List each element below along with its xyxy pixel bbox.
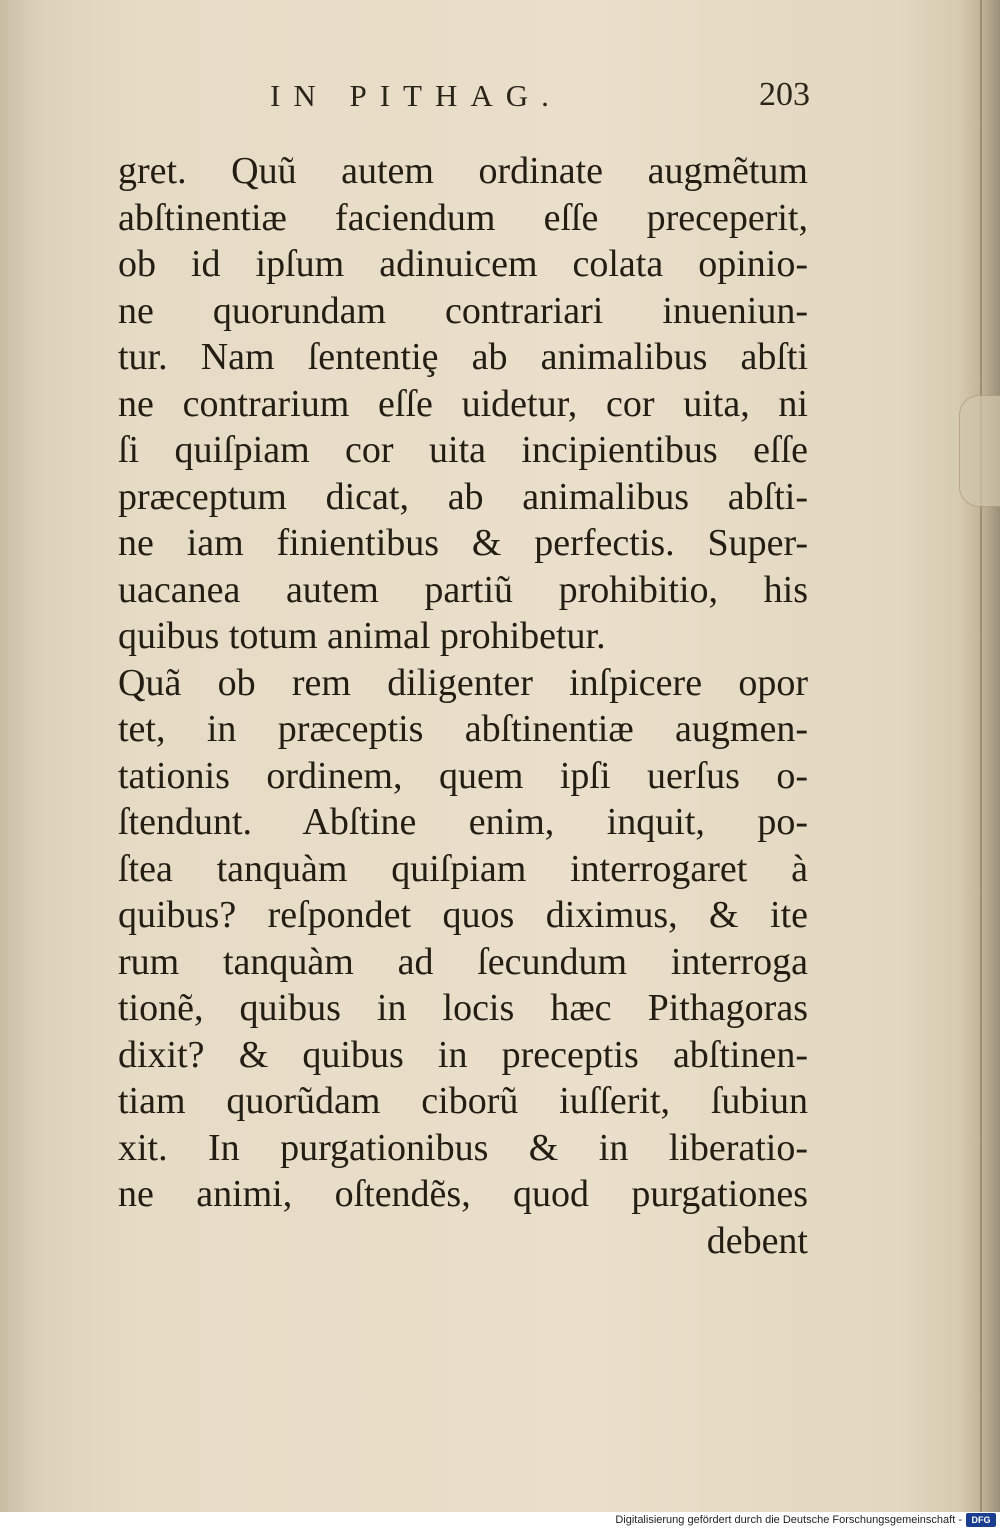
text-line: gret. Quũ autem ordinate augmẽtum xyxy=(118,150,808,192)
page-edge-shadow xyxy=(958,0,1000,1512)
dfg-logo-icon: DFG xyxy=(966,1513,996,1527)
text-line: tiam quorũdam ciborũ iuſſerit, ſubiun xyxy=(118,1080,808,1122)
page-edge-line xyxy=(980,0,982,1512)
running-head: IN PITHAG. xyxy=(270,78,562,113)
text-line: abſtinentiæ faciendum eſſe preceperit, xyxy=(118,196,808,239)
text-line: tet, in præceptis abſtinentiæ augmen- xyxy=(118,708,808,750)
catchword: debent xyxy=(706,1219,808,1262)
page-number: 203 xyxy=(759,76,810,113)
funding-credit: Digitalisierung gefördert durch die Deutsche Forschungsgemeinschaft - xyxy=(615,1514,962,1526)
text-line: tationis ordinem, quem ipſi uerſus o- xyxy=(118,754,808,797)
text-line: xit. In purgationibus & in liberatio- xyxy=(118,1126,808,1169)
page-header xyxy=(270,78,810,118)
text-line: ne quorundam contrariari inueniun- xyxy=(118,289,808,332)
text-line: ſi quiſpiam cor uita incipientibus eſſe xyxy=(118,429,808,471)
text-block xyxy=(118,148,808,1264)
text-line: dixit? & quibus in preceptis abſtinen- xyxy=(118,1033,808,1076)
text-line: ne contrarium eſſe uidetur, cor uita, ni xyxy=(118,382,808,425)
text-line: ne animi, oſtendẽs, quod purgationes xyxy=(118,1173,808,1215)
digitization-footer xyxy=(0,1512,1000,1530)
page-tab-edge xyxy=(959,395,1000,507)
text-line: ne iam finientibus & perfectis. Super- xyxy=(118,522,808,564)
text-line: ſtea tanquàm quiſpiam interrogaret à xyxy=(118,847,808,890)
text-line: uacanea autem partiũ prohibitio, his xyxy=(118,568,808,611)
text-line: quibus? reſpondet quos diximus, & ite xyxy=(118,894,808,936)
text-line: ſtendunt. Abſtine enim, inquit, po- xyxy=(118,801,808,843)
text-line: quibus totum animal prohibetur. xyxy=(118,615,606,657)
text-line: tur. Nam ſententiȩ ab animalibus abſti xyxy=(118,336,808,378)
text-line: tionẽ, quibus in locis hæc Pithagoras xyxy=(118,987,808,1029)
text-line: præceptum dicat, ab animalibus abſti- xyxy=(118,475,808,518)
text-line: rum tanquàm ad ſecundum interroga xyxy=(118,940,808,983)
text-line: Quã ob rem diligenter inſpicere opor xyxy=(118,661,808,704)
text-line: ob id ipſum adinuicem colata opinio- xyxy=(118,243,808,285)
